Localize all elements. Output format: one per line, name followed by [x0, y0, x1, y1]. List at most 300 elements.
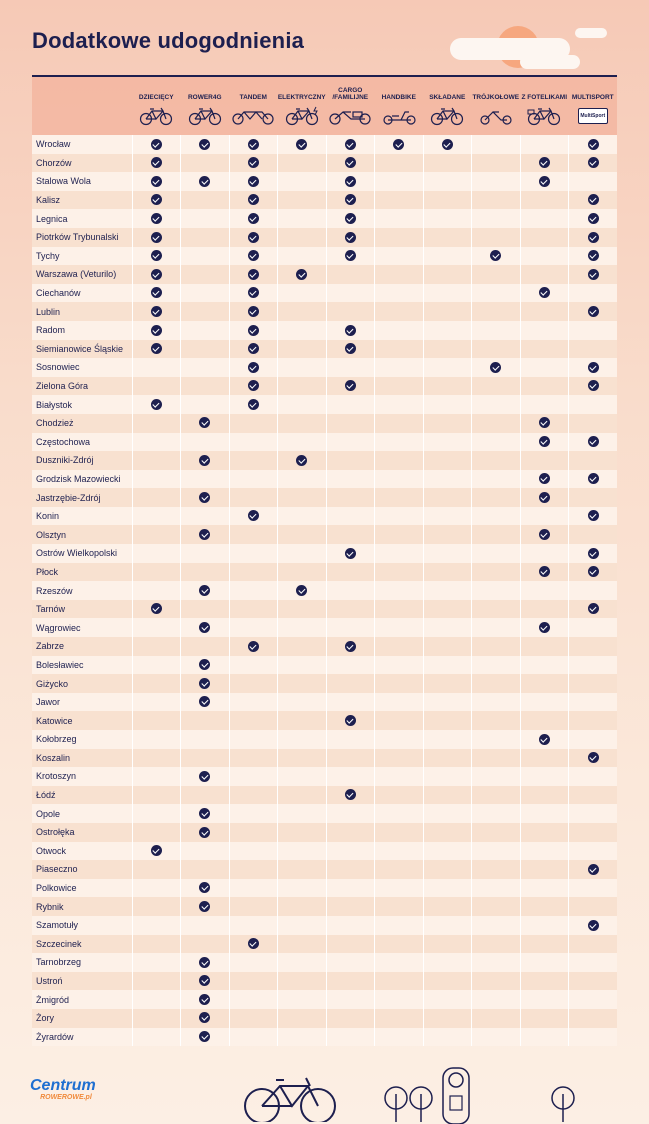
amenity-cell: [326, 730, 375, 749]
column-header-8: [472, 80, 521, 135]
amenity-cell: [229, 451, 278, 470]
amenity-cell: [569, 563, 618, 582]
amenity-cell: [229, 1009, 278, 1028]
column-label: CARGO /FAMILIJNE: [332, 87, 369, 101]
amenity-cell: [520, 730, 569, 749]
amenity-cell: [569, 637, 618, 656]
bike-icon: [181, 106, 230, 126]
amenity-cell: [278, 581, 327, 600]
city-name: Wągrowiec: [32, 618, 132, 637]
amenity-cell: [520, 990, 569, 1009]
amenity-cell: [375, 395, 424, 414]
check-icon: [296, 585, 307, 596]
check-icon: [490, 362, 501, 373]
amenity-cell: [132, 395, 181, 414]
amenity-cell: [423, 433, 472, 452]
amenity-cell: [375, 284, 424, 303]
table-row: [32, 340, 617, 359]
amenity-cell: [278, 433, 327, 452]
amenity-cell: [326, 414, 375, 433]
check-icon: [199, 808, 210, 819]
table-row: [32, 433, 617, 452]
amenity-cell: [181, 990, 230, 1009]
city-name: Żory: [32, 1009, 132, 1028]
check-icon: [248, 232, 259, 243]
check-icon: [588, 213, 599, 224]
amenity-cell: [132, 302, 181, 321]
amenity-cell: [181, 358, 230, 377]
amenity-cell: [132, 377, 181, 396]
bike-illustration-icon: [240, 1072, 340, 1122]
amenity-cell: [423, 228, 472, 247]
bike-station-illustration-icon: [441, 1066, 471, 1124]
amenity-cell: [375, 711, 424, 730]
amenity-cell: [326, 637, 375, 656]
logo-text-sub: ROWEROWE.pl: [40, 1094, 92, 1101]
amenity-cell: [423, 1009, 472, 1028]
amenity-cell: [472, 842, 521, 861]
check-icon: [151, 176, 162, 187]
check-icon: [345, 325, 356, 336]
amenity-cell: [569, 897, 618, 916]
amenity-cell: [181, 1028, 230, 1047]
amenity-cell: [423, 637, 472, 656]
amenity-cell: [181, 711, 230, 730]
amenity-cell: [181, 525, 230, 544]
amenity-cell: [181, 563, 230, 582]
brand-logo[interactable]: [30, 1078, 96, 1101]
amenity-cell: [326, 284, 375, 303]
amenity-cell: [472, 488, 521, 507]
amenity-cell: [569, 395, 618, 414]
column-header-10: [569, 80, 618, 135]
amenity-cell: [472, 916, 521, 935]
check-icon: [199, 1012, 210, 1023]
amenity-cell: [229, 358, 278, 377]
city-name: Grodzisk Mazowiecki: [32, 470, 132, 489]
city-name: Chorzów: [32, 154, 132, 173]
amenity-cell: [229, 544, 278, 563]
amenity-cell: [278, 972, 327, 991]
amenity-cell: [132, 507, 181, 526]
amenity-cell: [132, 693, 181, 712]
amenity-cell: [472, 470, 521, 489]
table-row: [32, 935, 617, 954]
header-divider: [32, 75, 617, 77]
amenity-cell: [229, 135, 278, 154]
check-icon: [345, 250, 356, 261]
amenity-cell: [181, 693, 230, 712]
amenity-cell: [423, 321, 472, 340]
amenity-cell: [472, 618, 521, 637]
check-icon: [151, 399, 162, 410]
amenity-cell: [569, 172, 618, 191]
amenity-cell: [520, 377, 569, 396]
amenity-cell: [326, 953, 375, 972]
amenity-cell: [472, 581, 521, 600]
amenity-cell: [375, 600, 424, 619]
amenity-cell: [229, 395, 278, 414]
amenity-cell: [229, 916, 278, 935]
amenity-cell: [181, 507, 230, 526]
amenity-cell: [132, 897, 181, 916]
table-row: [32, 711, 617, 730]
check-icon: [345, 548, 356, 559]
amenity-cell: [423, 154, 472, 173]
amenity-cell: [375, 618, 424, 637]
amenity-cell: [132, 488, 181, 507]
amenity-cell: [569, 135, 618, 154]
amenity-cell: [326, 340, 375, 359]
column-label: DZIECIĘCY: [138, 94, 174, 101]
amenity-cell: [278, 618, 327, 637]
city-name: Katowice: [32, 711, 132, 730]
amenity-cell: [132, 209, 181, 228]
amenity-cell: [375, 135, 424, 154]
check-icon: [296, 269, 307, 280]
check-icon: [199, 678, 210, 689]
table-row: [32, 804, 617, 823]
amenity-cell: [423, 767, 472, 786]
amenity-cell: [569, 581, 618, 600]
amenity-cell: [326, 842, 375, 861]
check-icon: [539, 417, 550, 428]
check-icon: [588, 603, 599, 614]
amenity-cell: [229, 172, 278, 191]
amenity-cell: [132, 1028, 181, 1047]
amenity-cell: [375, 358, 424, 377]
amenity-cell: [181, 135, 230, 154]
amenity-cell: [520, 972, 569, 991]
electric-bike-icon: [278, 106, 327, 126]
city-name: Opole: [32, 804, 132, 823]
city-name: Otwock: [32, 842, 132, 861]
table-row: [32, 321, 617, 340]
amenity-cell: [569, 879, 618, 898]
column-header-5: [326, 80, 375, 135]
amenity-cell: [569, 953, 618, 972]
amenity-cell: [278, 209, 327, 228]
table-row: [32, 302, 617, 321]
amenity-cell: [375, 581, 424, 600]
city-name: Żmigród: [32, 990, 132, 1009]
amenity-cell: [375, 656, 424, 675]
check-icon: [151, 139, 162, 150]
amenity-cell: [375, 433, 424, 452]
amenity-cell: [326, 507, 375, 526]
amenity-cell: [326, 544, 375, 563]
amenity-cell: [132, 767, 181, 786]
amenity-cell: [375, 247, 424, 266]
amenity-cell: [569, 916, 618, 935]
amenity-cell: [423, 488, 472, 507]
check-icon: [588, 306, 599, 317]
check-icon: [345, 380, 356, 391]
amenity-cell: [423, 600, 472, 619]
amenity-cell: [132, 247, 181, 266]
amenity-cell: [278, 600, 327, 619]
check-icon: [248, 269, 259, 280]
table-row: [32, 786, 617, 805]
amenity-cell: [569, 340, 618, 359]
amenity-cell: [423, 302, 472, 321]
amenity-cell: [278, 637, 327, 656]
check-icon: [588, 139, 599, 150]
amenity-cell: [181, 488, 230, 507]
amenity-cell: [132, 544, 181, 563]
amenity-cell: [472, 674, 521, 693]
amenity-cell: [472, 284, 521, 303]
amenity-cell: [278, 656, 327, 675]
amenity-cell: [229, 804, 278, 823]
amenity-cell: [229, 433, 278, 452]
amenity-cell: [229, 470, 278, 489]
amenity-cell: [569, 674, 618, 693]
amenity-cell: [472, 637, 521, 656]
table-row: [32, 842, 617, 861]
amenity-cell: [375, 191, 424, 210]
city-name: Częstochowa: [32, 433, 132, 452]
amenity-cell: [569, 990, 618, 1009]
amenity-cell: [229, 563, 278, 582]
check-icon: [199, 585, 210, 596]
amenity-cell: [472, 1028, 521, 1047]
city-name: Zielona Góra: [32, 377, 132, 396]
amenity-cell: [181, 340, 230, 359]
amenity-cell: [472, 972, 521, 991]
amenity-cell: [520, 507, 569, 526]
check-icon: [345, 157, 356, 168]
city-name: Bolesławiec: [32, 656, 132, 675]
amenity-cell: [132, 600, 181, 619]
amenity-cell: [326, 377, 375, 396]
amenity-cell: [229, 414, 278, 433]
amenity-cell: [326, 154, 375, 173]
amenity-cell: [520, 1028, 569, 1047]
amenity-cell: [472, 340, 521, 359]
amenity-cell: [423, 340, 472, 359]
check-icon: [539, 157, 550, 168]
amenity-cell: [132, 656, 181, 675]
check-icon: [345, 715, 356, 726]
amenity-cell: [326, 804, 375, 823]
amenity-cell: [326, 247, 375, 266]
amenity-cell: [132, 228, 181, 247]
city-name: Lublin: [32, 302, 132, 321]
amenity-cell: [423, 730, 472, 749]
table-row: [32, 897, 617, 916]
amenity-cell: [132, 916, 181, 935]
amenity-cell: [375, 1009, 424, 1028]
check-icon: [296, 139, 307, 150]
check-icon: [248, 213, 259, 224]
check-icon: [151, 287, 162, 298]
amenity-cell: [569, 749, 618, 768]
child-seat-bike-icon: [520, 106, 569, 126]
amenity-cell: [326, 209, 375, 228]
amenity-cell: [181, 209, 230, 228]
amenity-cell: [229, 1028, 278, 1047]
tandem-bike-icon: [229, 106, 278, 126]
amenity-cell: [132, 879, 181, 898]
amenity-cell: [326, 1009, 375, 1028]
amenity-cell: [326, 749, 375, 768]
amenity-cell: [569, 433, 618, 452]
amenity-cell: [472, 209, 521, 228]
column-label: TRÓJKOŁOWE: [472, 94, 520, 101]
check-icon: [199, 882, 210, 893]
amenity-cell: [326, 618, 375, 637]
amenity-cell: [229, 767, 278, 786]
amenity-cell: [326, 525, 375, 544]
cloud-decoration: [575, 28, 607, 38]
amenity-cell: [423, 749, 472, 768]
amenity-cell: [229, 842, 278, 861]
amenity-cell: [472, 879, 521, 898]
check-icon: [151, 306, 162, 317]
city-name: Olsztyn: [32, 525, 132, 544]
amenity-cell: [229, 711, 278, 730]
amenity-cell: [375, 154, 424, 173]
amenity-cell: [520, 358, 569, 377]
amenity-cell: [569, 823, 618, 842]
amenity-cell: [326, 711, 375, 730]
amenity-cell: [132, 581, 181, 600]
check-icon: [588, 380, 599, 391]
amenity-cell: [472, 730, 521, 749]
amenity-cell: [326, 600, 375, 619]
check-icon: [199, 901, 210, 912]
amenity-cell: [472, 302, 521, 321]
amenity-cell: [472, 358, 521, 377]
amenity-cell: [520, 563, 569, 582]
amenity-cell: [278, 488, 327, 507]
amenity-cell: [181, 284, 230, 303]
amenity-cell: [326, 191, 375, 210]
amenity-cell: [472, 693, 521, 712]
amenity-cell: [278, 544, 327, 563]
amenity-cell: [229, 600, 278, 619]
amenity-cell: [423, 953, 472, 972]
tree-illustration-icon: [384, 1084, 434, 1122]
city-name: Ustroń: [32, 972, 132, 991]
table-row: [32, 395, 617, 414]
amenity-cell: [472, 600, 521, 619]
amenity-cell: [132, 451, 181, 470]
amenity-cell: [472, 656, 521, 675]
amenity-cell: [375, 972, 424, 991]
amenity-cell: [472, 823, 521, 842]
amenity-cell: [375, 525, 424, 544]
amenity-cell: [520, 228, 569, 247]
amenity-cell: [375, 451, 424, 470]
amenity-cell: [326, 786, 375, 805]
amenity-cell: [326, 581, 375, 600]
table-row: [32, 637, 617, 656]
amenity-cell: [132, 358, 181, 377]
amenity-cell: [278, 414, 327, 433]
amenity-cell: [423, 842, 472, 861]
amenity-cell: [181, 377, 230, 396]
amenity-cell: [520, 656, 569, 675]
city-name: Chodzież: [32, 414, 132, 433]
check-icon: [199, 659, 210, 670]
amenity-cell: [181, 321, 230, 340]
amenity-cell: [472, 563, 521, 582]
check-icon: [296, 455, 307, 466]
check-icon: [199, 455, 210, 466]
amenity-cell: [278, 693, 327, 712]
amenity-cell: [423, 879, 472, 898]
amenity-cell: [520, 154, 569, 173]
amenity-cell: [278, 1028, 327, 1047]
amenity-cell: [375, 321, 424, 340]
amenity-cell: [375, 488, 424, 507]
check-icon: [151, 603, 162, 614]
amenity-cell: [229, 265, 278, 284]
amenity-cell: [423, 581, 472, 600]
amenity-cell: [520, 451, 569, 470]
check-icon: [588, 920, 599, 931]
amenity-cell: [278, 842, 327, 861]
city-name: Krotoszyn: [32, 767, 132, 786]
amenity-cell: [423, 1028, 472, 1047]
table-row: [32, 600, 617, 619]
amenity-cell: [132, 1009, 181, 1028]
amenity-cell: [472, 525, 521, 544]
amenity-cell: [569, 935, 618, 954]
table-row: [32, 618, 617, 637]
amenity-cell: [423, 507, 472, 526]
city-name: Polkowice: [32, 879, 132, 898]
amenity-cell: [132, 284, 181, 303]
table-row: [32, 488, 617, 507]
table-row: [32, 693, 617, 712]
check-icon: [151, 343, 162, 354]
amenity-cell: [520, 767, 569, 786]
amenities-table: [32, 80, 617, 1046]
amenity-cell: [326, 656, 375, 675]
amenity-cell: [181, 730, 230, 749]
amenity-cell: [278, 953, 327, 972]
amenity-cell: [229, 581, 278, 600]
amenity-cell: [229, 786, 278, 805]
amenity-cell: [132, 860, 181, 879]
check-icon: [345, 139, 356, 150]
amenity-cell: [326, 302, 375, 321]
city-name: Rzeszów: [32, 581, 132, 600]
amenity-cell: [278, 711, 327, 730]
amenity-cell: [423, 693, 472, 712]
amenity-cell: [229, 990, 278, 1009]
amenity-cell: [278, 990, 327, 1009]
amenity-cell: [181, 470, 230, 489]
amenity-cell: [472, 433, 521, 452]
amenity-cell: [472, 897, 521, 916]
amenity-cell: [132, 674, 181, 693]
amenity-cell: [520, 879, 569, 898]
amenity-cell: [229, 730, 278, 749]
check-icon: [248, 343, 259, 354]
city-name: Zabrze: [32, 637, 132, 656]
amenity-cell: [132, 265, 181, 284]
amenity-cell: [278, 191, 327, 210]
amenity-cell: [569, 730, 618, 749]
amenity-cell: [278, 749, 327, 768]
table-header: [32, 80, 617, 135]
amenity-cell: [132, 172, 181, 191]
amenity-cell: [375, 507, 424, 526]
